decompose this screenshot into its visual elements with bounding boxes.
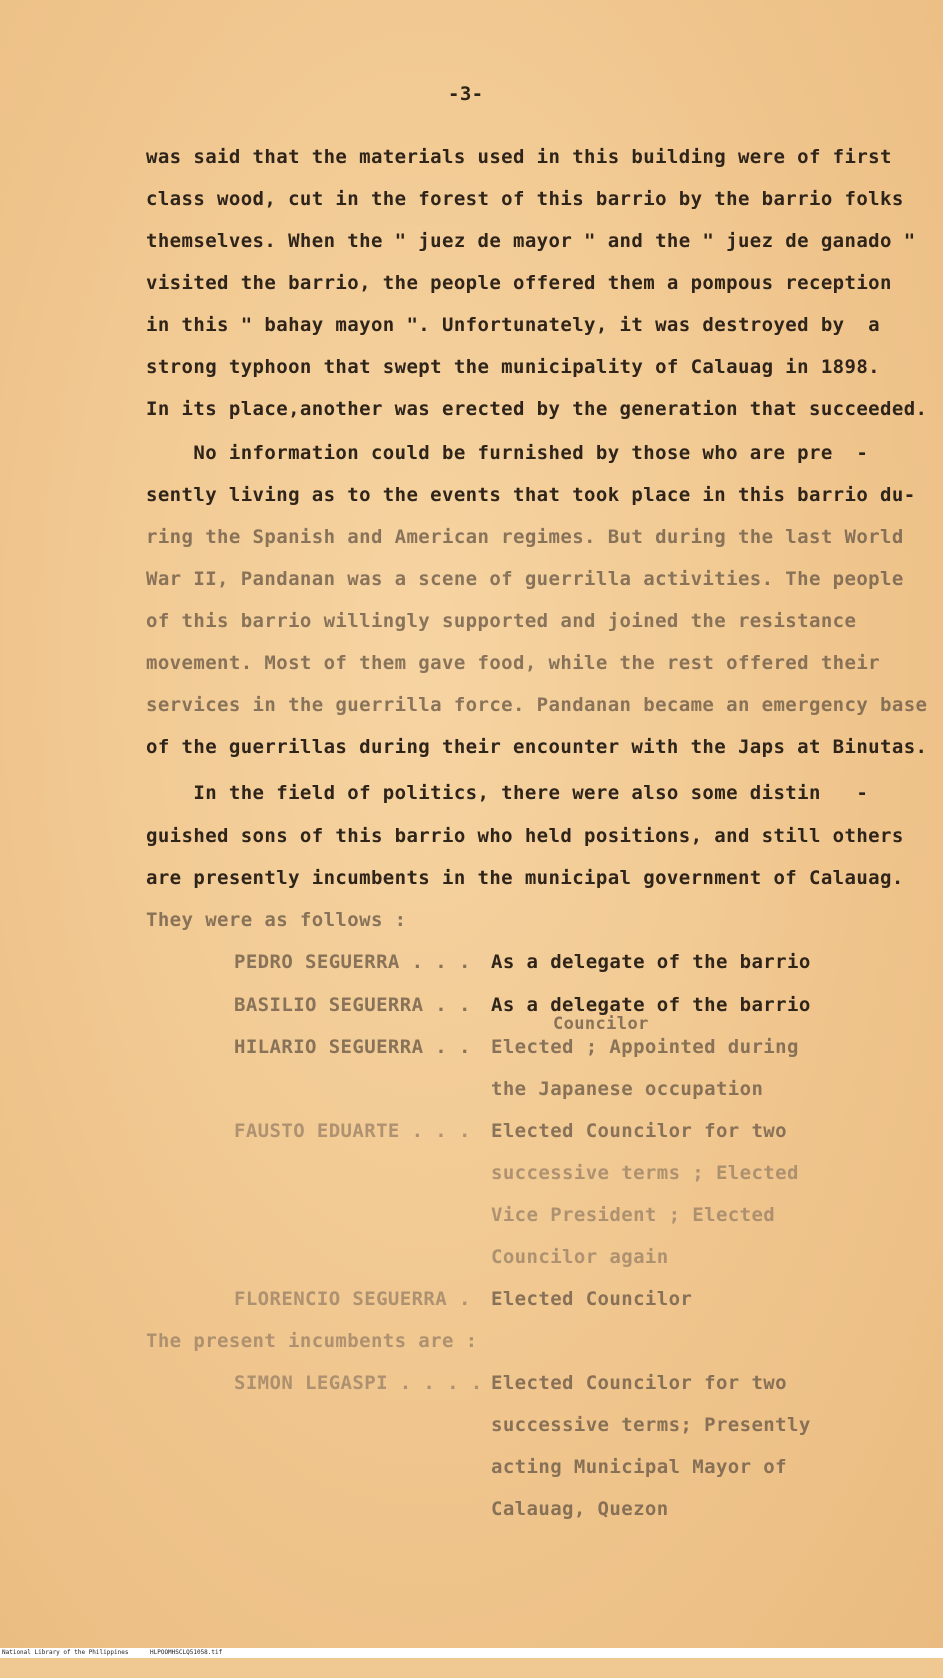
official-name: HILARIO SEGUERRA . . bbox=[234, 1036, 471, 1058]
present-heading: The present incumbents are : bbox=[146, 1330, 478, 1352]
incumbent-name: SIMON LEGASPI . . . . bbox=[234, 1372, 483, 1394]
paragraph-line: was said that the materials used in this building were of first bbox=[146, 146, 892, 168]
paragraph-line: class wood, cut in the forest of this barrio by the barrio folks bbox=[146, 188, 904, 210]
official-role: Vice President ; Elected bbox=[491, 1204, 776, 1226]
paragraph-line: of this barrio willingly supported and joined the resistance bbox=[146, 610, 857, 632]
incumbent-role: Elected Councilor for two bbox=[491, 1372, 787, 1394]
official-role: successive terms ; Elected bbox=[491, 1162, 799, 1184]
official-name: PEDRO SEGUERRA . . . bbox=[234, 951, 471, 973]
paragraph-line: In its place,another was erected by the generation that succeeded. bbox=[146, 398, 928, 420]
paragraph-line: visited the barrio, the people offered them a pompous reception bbox=[146, 272, 892, 294]
official-role-note: Councilor bbox=[553, 1014, 649, 1034]
footer-filename: HLPOOMHSCLQ51058.tif bbox=[150, 1649, 223, 1656]
paragraph-line: No information could be furnished by those who are pre - bbox=[146, 442, 869, 464]
footer-library: National Library of the Philippines bbox=[2, 1649, 129, 1656]
scan-footer bbox=[0, 1648, 943, 1658]
paragraph-line: movement. Most of them gave food, while the rest offered their bbox=[146, 652, 881, 674]
official-name: BASILIO SEGUERRA . . bbox=[234, 994, 471, 1016]
official-role: As a delegate of the barrio bbox=[491, 951, 811, 973]
paragraph-line: are presently incumbents in the municipal government of Calauag. bbox=[146, 867, 904, 889]
paragraph-line: ring the Spanish and American regimes. But during the last World bbox=[146, 526, 904, 548]
paragraph-line: They were as follows : bbox=[146, 909, 407, 931]
incumbent-role: successive terms; Presently bbox=[491, 1414, 811, 1436]
official-name: FLORENCIO SEGUERRA . bbox=[234, 1288, 471, 1310]
official-role: Elected Councilor bbox=[491, 1288, 693, 1310]
paragraph-line: themselves. When the " juez de mayor " and the " juez de ganado " bbox=[146, 230, 916, 252]
page-number: -3- bbox=[448, 83, 484, 105]
paragraph-line: In the field of politics, there were also some distin - bbox=[146, 782, 869, 804]
official-role: As a delegate of the barrio bbox=[491, 994, 811, 1016]
incumbent-role: acting Municipal Mayor of bbox=[491, 1456, 787, 1478]
paragraph-line: strong typhoon that swept the municipality of Calauag in 1898. bbox=[146, 356, 881, 378]
incumbent-role: Calauag, Quezon bbox=[491, 1498, 669, 1520]
paragraph-line: War II, Pandanan was a scene of guerrilla activities. The people bbox=[146, 568, 904, 590]
paragraph-line: in this " bahay mayon ". Unfortunately, it was destroyed by a bbox=[146, 314, 881, 336]
official-name: FAUSTO EDUARTE . . . bbox=[234, 1120, 471, 1142]
paragraph-line: services in the guerrilla force. Pandanan became an emergency base bbox=[146, 694, 928, 716]
paragraph-line: of the guerrillas during their encounter with the Japs at Binutas. bbox=[146, 736, 928, 758]
paragraph-line: sently living as to the events that took place in this barrio du- bbox=[146, 484, 916, 506]
official-role: the Japanese occupation bbox=[491, 1078, 764, 1100]
official-role: Elected Councilor for two bbox=[491, 1120, 787, 1142]
official-role: Councilor again bbox=[491, 1246, 669, 1268]
paragraph-line: guished sons of this barrio who held positions, and still others bbox=[146, 825, 904, 847]
official-role: Elected ; Appointed during bbox=[491, 1036, 799, 1058]
